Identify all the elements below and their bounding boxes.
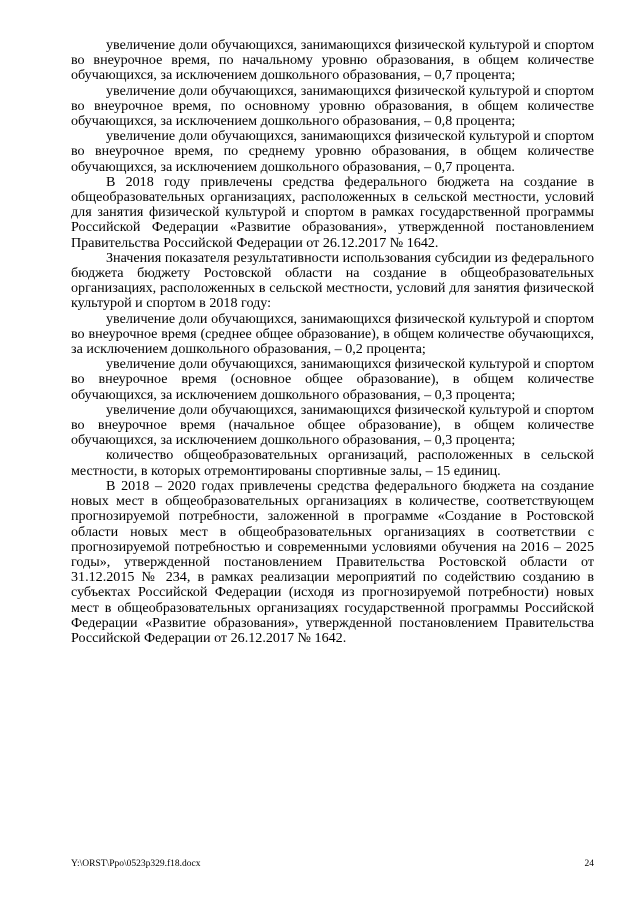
paragraph: В 2018 – 2020 годах привлечены средства федерального бюджета на создание новых мест в общеобразовательных организациях в количестве, соответствующем прогнозируемой потребности, заложенной в программе «Создание в Ростовской области новых мест в общеобразовательных организациях в соответствии с прогнозируемой потребностью и современными условиями обучения на 2016 – 2025 годы», утвержденной постановлением Правительства Ростовской области от 31.12.2015 № 234, в рамках реализации мероприятий по содействию созданию в субъектах Российской Федерации (исходя из прогнозируемой потребности) новых мест в общеобразовательных организациях государственной программы Российской Федерации «Развитие образования», утвержденной постановлением Правительства Российской Федерации от 26.12.2017 № 1642. xyxy=(71,477,594,646)
paragraph: В 2018 году привлечены средства федерального бюджета на создание в общеобразовательных организациях, расположенных в сельской местности, условий для занятия физической культурой и спортом в рамках государственной программы Российской Федерации «Развитие образования», утвержденной постановлением Правительства Российской Федерации от 26.12.2017 № 1642. xyxy=(71,173,594,251)
footer-page-number: 24 xyxy=(584,859,594,869)
paragraph: увеличение доли обучающихся, занимающихся физической культурой и спортом во внеурочное время (начальное общее образование), в общем количестве обучающихся, за исключением дошкольного образования, – 0,3 процента; xyxy=(71,401,594,449)
paragraph: увеличение доли обучающихся, занимающихся физической культурой и спортом во внеурочное время (среднее общее образование), в общем количестве обучающихся, за исключением дошкольного образования, – 0,2 процента; xyxy=(71,310,594,358)
paragraph: Значения показателя результативности использования субсидии из федерального бюджета бюджету Ростовской области на создание в общеобразовательных организациях, расположенных в сельской местности, условий для занятия физической культурой и спортом в 2018 году: xyxy=(71,249,594,312)
paragraph: увеличение доли обучающихся, занимающихся физической культурой и спортом во внеурочное время, по среднему уровню образования, в общем количестве обучающихся, за исключением дошкольного образования, – 0,7 процента. xyxy=(71,128,594,175)
paragraph: увеличение доли обучающихся, занимающихся физической культурой и спортом во внеурочное время, по основному уровню образования, в общем количестве обучающихся, за исключением дошкольного образования, – 0,8 процента; xyxy=(71,82,594,130)
page-footer xyxy=(71,859,594,870)
paragraph: увеличение доли обучающихся, занимающихся физической культурой и спортом во внеурочное время (основное общее образование), в общем количестве обучающихся, за исключением дошкольного образования, – 0,3 процента; xyxy=(71,356,594,403)
document-page xyxy=(71,38,594,646)
paragraph: количество общеобразовательных организаций, расположенных в сельской местности, в которых отремонтированы спортивные залы, – 15 единиц. xyxy=(71,447,594,479)
footer-file-path: Y:\ORST\Ppo\0523p329.f18.docx xyxy=(71,859,201,869)
paragraph: увеличение доли обучающихся, занимающихся физической культурой и спортом во внеурочное время, по начальному уровню образования, в общем количестве обучающихся, за исключением дошкольного образования, – 0,7 процента; xyxy=(71,37,594,84)
